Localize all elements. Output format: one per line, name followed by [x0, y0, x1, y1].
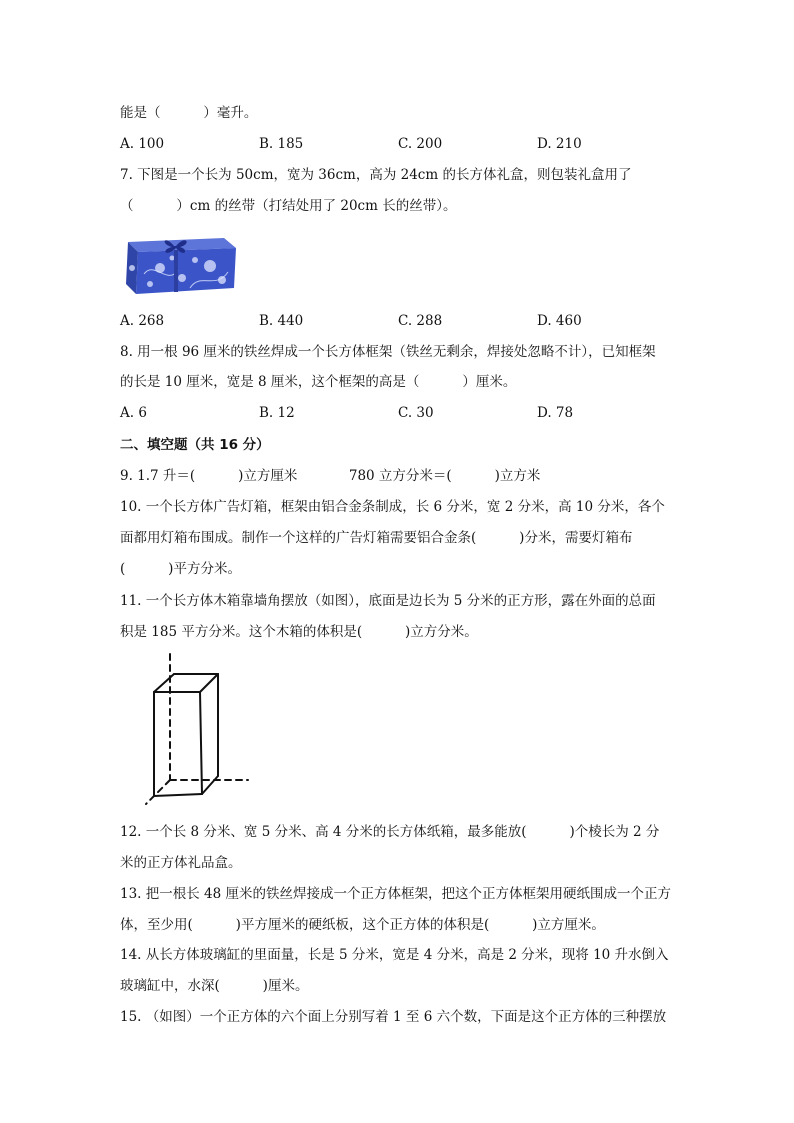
- q14-line1: 14. 从长方体玻璃缸的里面量，长是 5 分米，宽是 4 分米，高是 2 分米，现将 10 升水倒入: [120, 947, 669, 963]
- q8-option-d[interactable]: D. 78: [537, 405, 574, 421]
- line-q6-end: 能是（ ）毫升。: [120, 105, 258, 121]
- q7-option-a[interactable]: A. 268: [120, 313, 165, 329]
- q11-line1: 11. 一个长方体木箱靠墙角摆放（如图），底面是边长为 5 分米的正方形，露在外面的总面: [120, 593, 656, 609]
- q7-option-d[interactable]: D. 460: [537, 313, 582, 329]
- q8-option-b[interactable]: B. 12: [259, 405, 295, 421]
- q12-line2: 米的正方体礼品盒。: [120, 855, 242, 871]
- q11-line2: 积是 185 平方分米。这个木箱的体积是( )立方分米。: [120, 624, 478, 640]
- q6-option-d[interactable]: D. 210: [537, 136, 582, 152]
- q10-line2: 面都用灯箱布围成。制作一个这样的广告灯箱需要铝合金条( )分米，需要灯箱布: [120, 530, 633, 546]
- box-in-corner-figure: [140, 650, 255, 810]
- q6-option-a[interactable]: A. 100: [120, 136, 165, 152]
- q10-line3: ( )平方分米。: [120, 561, 241, 577]
- gift-box-image: [120, 230, 238, 298]
- q7-line2: （ ）cm 的丝带（打结处用了 20cm 长的丝带）。: [120, 198, 457, 214]
- q8-line1: 8. 用一根 96 厘米的铁丝焊成一个长方体框架（铁丝无剩余，焊接处忽略不计），已知框架: [120, 344, 656, 360]
- q7-option-c[interactable]: C. 288: [398, 313, 443, 329]
- q6-option-b[interactable]: B. 185: [259, 136, 304, 152]
- q7-option-b[interactable]: B. 440: [259, 313, 304, 329]
- q9: 9. 1.7 升＝( )立方厘米 780 立方分米＝( )立方米: [120, 468, 541, 484]
- q13-line1: 13. 把一根长 48 厘米的铁丝焊接成一个正方体框架，把这个正方体框架用硬纸围成一个正方: [120, 886, 672, 902]
- q8-line2: 的长是 10 厘米，宽是 8 厘米，这个框架的高是（ ）厘米。: [120, 374, 517, 390]
- q12-line1: 12. 一个长 8 分米、宽 5 分米、高 4 分米的长方体纸箱，最多能放( )个棱长为 2 分: [120, 824, 660, 840]
- section-2-heading: 二、填空题（共 16 分）: [120, 437, 270, 453]
- q8-option-c[interactable]: C. 30: [398, 405, 434, 421]
- q10-line1: 10. 一个长方体广告灯箱，框架由铝合金条制成，长 6 分米，宽 2 分米，高 10 分米，各个: [120, 499, 665, 515]
- q15-line1: 15. （如图）一个正方体的六个面上分别写着 1 至 6 六个数，下面是这个正方体的三种摆放: [120, 1009, 667, 1025]
- q13-line2: 体，至少用( )平方厘米的硬纸板，这个正方体的体积是( )立方厘米。: [120, 917, 605, 933]
- q8-option-a[interactable]: A. 6: [120, 405, 147, 421]
- q6-option-c[interactable]: C. 200: [398, 136, 443, 152]
- q14-line2: 玻璃缸中，水深( )厘米。: [120, 978, 309, 994]
- q7-line1: 7. 下图是一个长为 50cm，宽为 36cm，高为 24cm 的长方体礼盒，则包装礼盒用了: [120, 167, 632, 183]
